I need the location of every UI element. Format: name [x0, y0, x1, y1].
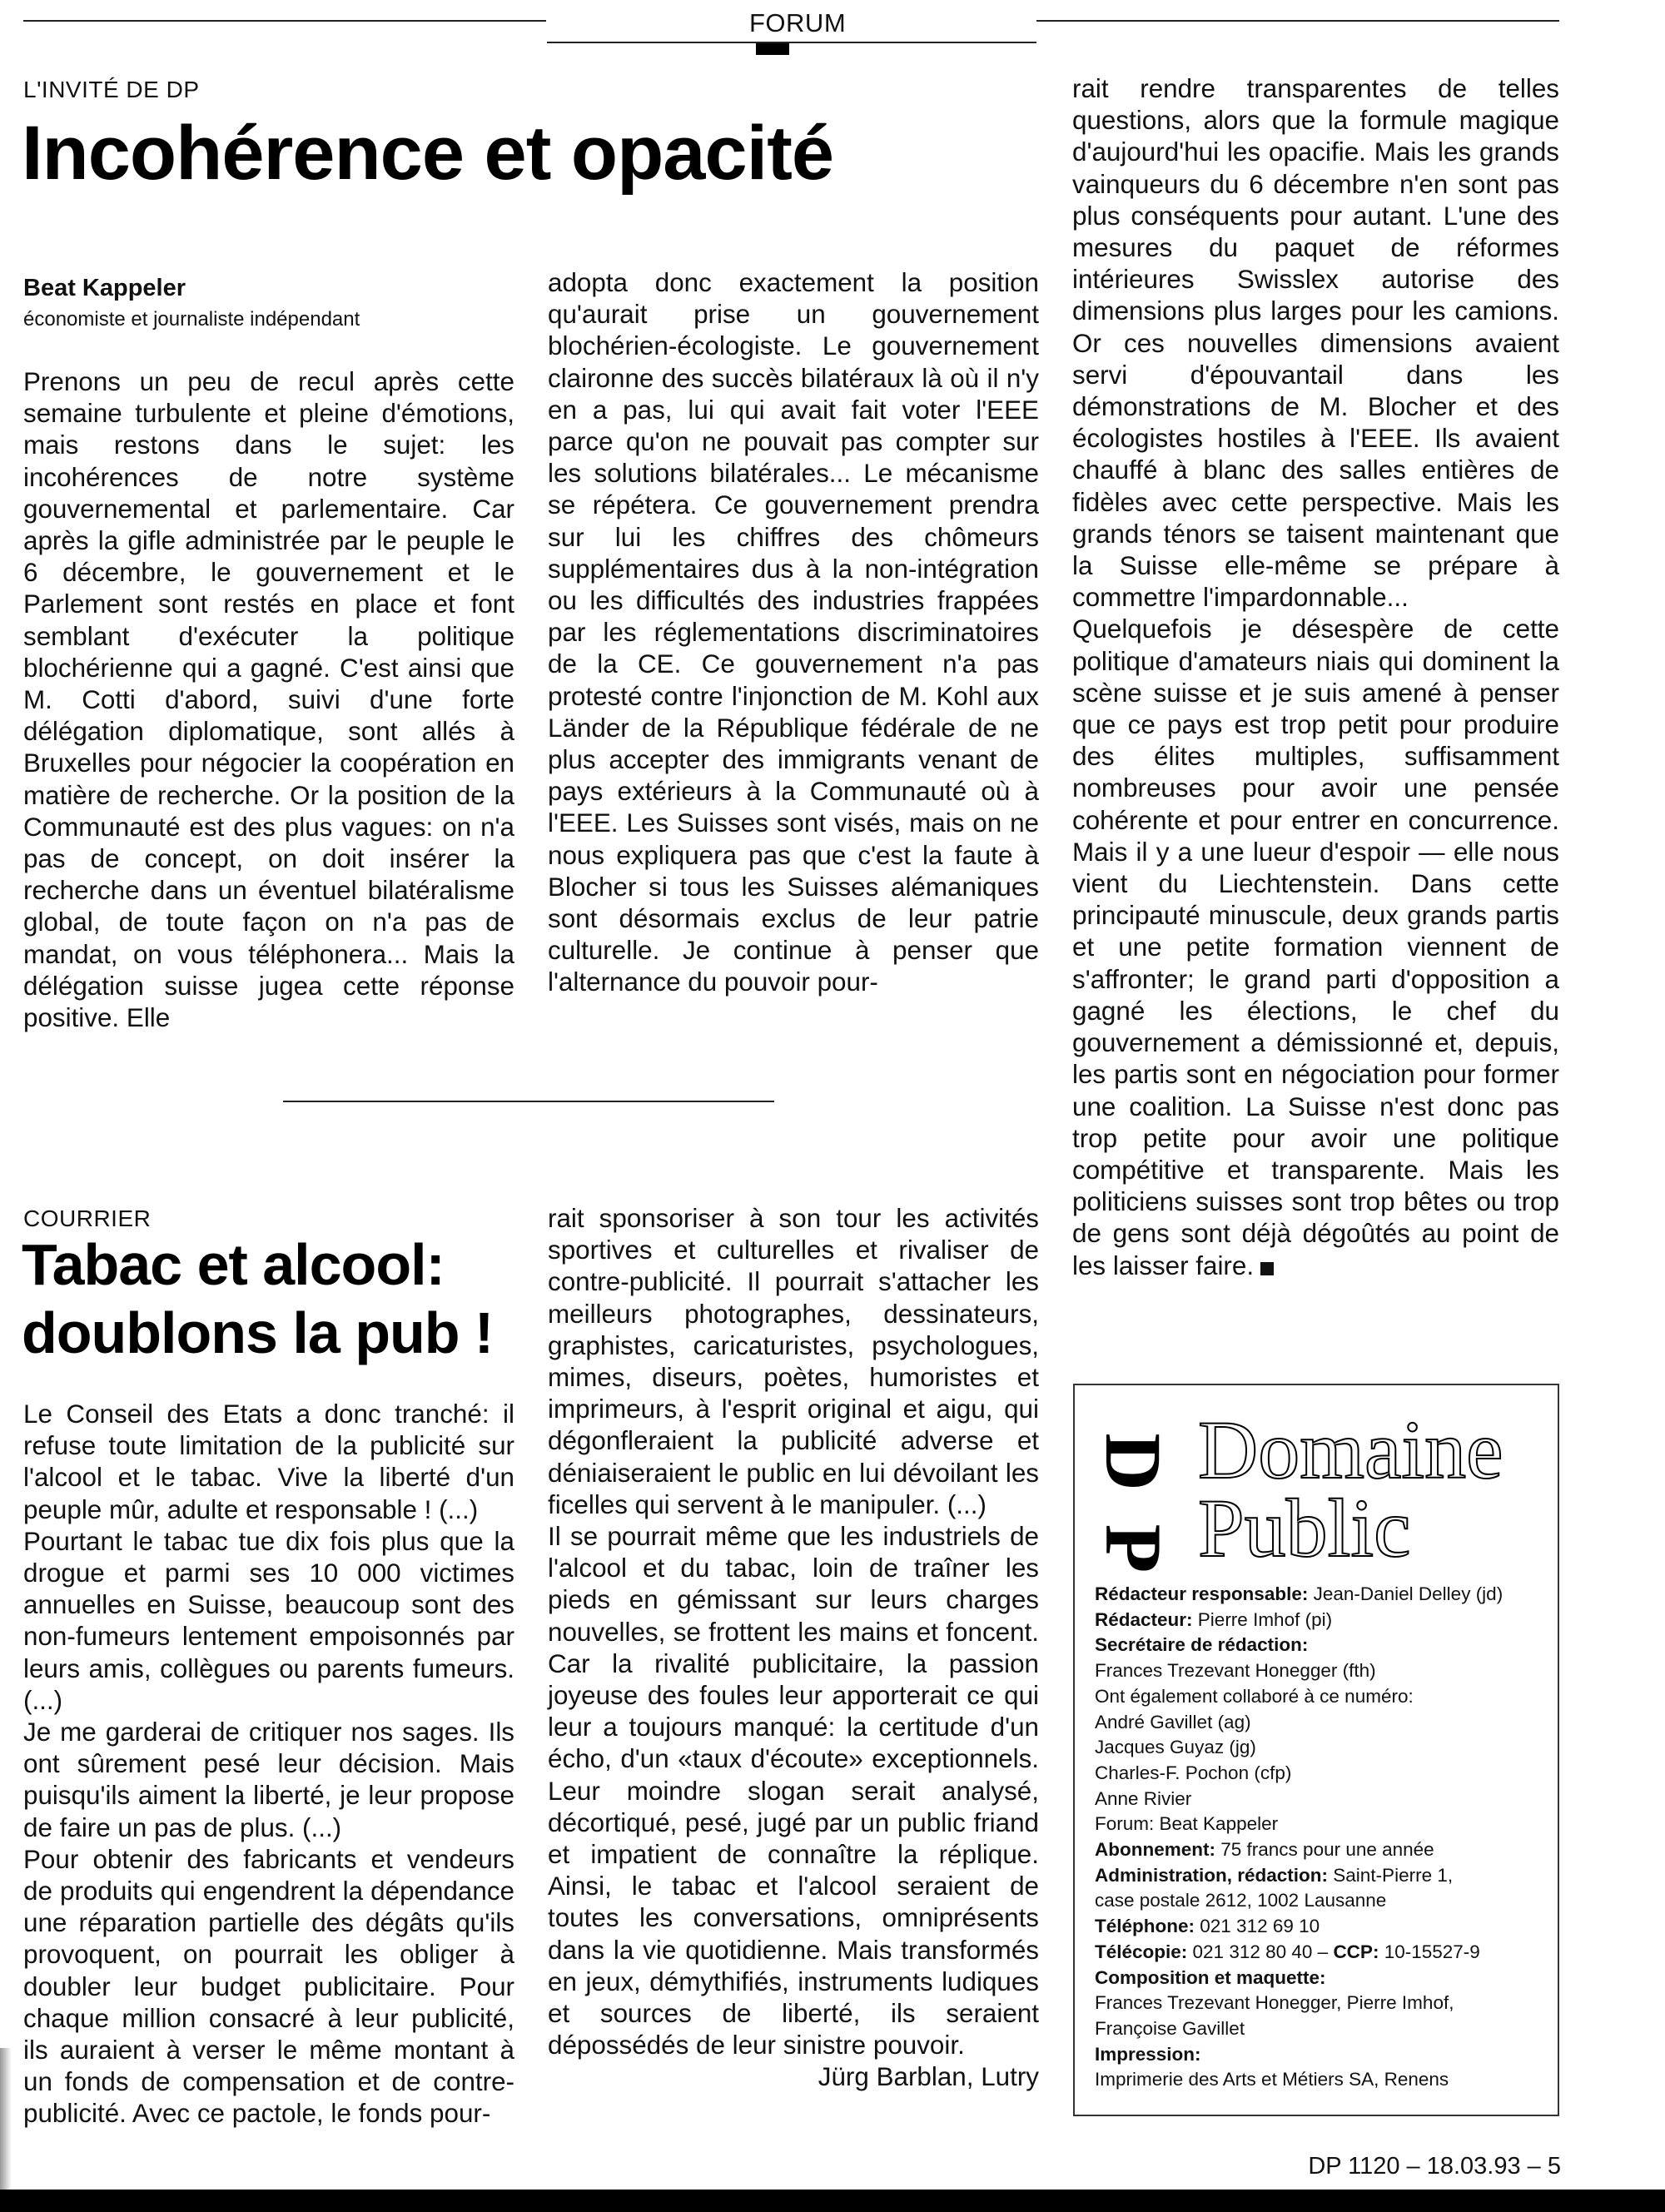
scan-bottom-edge	[0, 2190, 1665, 2212]
article1-author-role: économiste et journaliste indépendant	[23, 308, 360, 331]
credit-line: Administration, rédaction: Saint-Pierre 1,	[1095, 1864, 1454, 1886]
credit-line: Rédacteur responsable: Jean-Daniel Delley (jd)	[1095, 1583, 1503, 1604]
article1-column-2	[548, 267, 1039, 999]
article1-author: Beat Kappeler	[23, 275, 186, 301]
credit-line: Frances Trezevant Honegger (fth)	[1095, 1660, 1376, 1682]
masthead-box	[1073, 1384, 1559, 2116]
dp-logo-mark	[1089, 1419, 1178, 1602]
credit-line: Jacques Guyaz (jg)	[1095, 1737, 1256, 1758]
article1-col3-para2: Quelquefois je désespère de cette politique d'amateurs niais qui dominent la scène suisse et je suis amené à penser que ce pays est trop petit pour produire des élites multiples, suffisamment nombreuses pour avoir une pensée cohérente et pour entrer en concurrence. Mais il y a une lueur d'espoir — elle nous vient du Liechtenstein. Dans cette principauté minuscule, deux grands partis et une petite formation viennent de s'affronter; le grand parti d'opposition a gagné les élections, le chef du gouvernement a démissionné et, depuis, les partis sont en négociation pour former une coalition. La Suisse n'est donc pas trop petite pour avoir une politique compétitive et transparente. Mais les politiciens suisses sont trop bêtes ou trop de gens sont déjà dégoûtés au point de les laisser faire.	[1072, 614, 1559, 1280]
article1-column-3	[1072, 73, 1559, 1282]
credit-line: Abonnement: 75 francs pour une année	[1095, 1839, 1434, 1861]
credit-line: Composition et maquette:	[1095, 1966, 1326, 1988]
credit-line: Forum: Beat Kappeler	[1095, 1813, 1279, 1835]
credit-line: Charles-F. Pochon (cfp)	[1095, 1762, 1292, 1783]
credit-line: Imprimerie des Arts et Métiers SA, Renens	[1095, 2069, 1449, 2090]
page-footer: DP 1120 – 18.03.93 – 5	[1308, 2153, 1561, 2180]
masthead-credits	[1095, 1582, 1548, 2093]
article-separator-rule	[283, 1101, 774, 1102]
article1-kicker: L'INVITÉ DE DP	[23, 77, 200, 102]
article1-title: Incohérence et opacité	[22, 111, 833, 196]
dp-logo-letter-d: D	[1089, 1433, 1178, 1491]
scan-edge-shadow	[0, 2048, 12, 2194]
section-marker	[756, 43, 789, 55]
article2-signature: Jürg Barblan, Lutry	[818, 2062, 1039, 2092]
dp-logo-letter-p: P	[1089, 1524, 1178, 1573]
article1-column-1	[23, 366, 514, 1034]
credit-line: Impression:	[1095, 2043, 1201, 2065]
credit-line: Télécopie: 021 312 80 40 – CCP: 10-15527-9	[1095, 1941, 1480, 1962]
section-label: FORUM	[749, 8, 847, 37]
article2-col1-para1: Le Conseil des Etats a donc tranché: il refuse toute limitation de la publicité sur l'alcool et le tabac. Vive la liberté d'un peuple mûr, adulte et responsable ! (...)	[23, 1399, 514, 1524]
header-rule-right	[1036, 20, 1559, 22]
credit-line: Françoise Gavillet	[1095, 2017, 1245, 2039]
credit-line: case postale 2612, 1002 Lausanne	[1095, 1890, 1387, 1911]
article2-title-line2: doublons la pub !	[22, 1300, 494, 1365]
header-rule-center	[547, 42, 1036, 43]
credit-line: Téléphone: 021 312 69 10	[1095, 1916, 1320, 1937]
credit-line: André Gavillet (ag)	[1095, 1711, 1251, 1732]
article2-col1-para2: Pourtant le tabac tue dix fois plus que la drogue et parmi ses 10 000 victimes annuelles en Suisse, beaucoup sont des non-fumeurs lentement empoisonnés par leurs amis, collègues ou parents fumeurs. (...)	[23, 1526, 514, 1715]
article2-col1-para3: Je me garderai de critiquer nos sages. Ils ont sûrement pesé leur décision. Mais puisqu'ils aiment la liberté, je leur propose de faire un pas de plus. (...)	[23, 1717, 514, 1842]
credit-line: Secrétaire de rédaction:	[1095, 1634, 1309, 1656]
credit-line: Rédacteur: Pierre Imhof (pi)	[1095, 1608, 1333, 1630]
article2-column-2	[548, 1203, 1039, 2094]
logo-word-domaine: Domaine	[1198, 1404, 1503, 1496]
credit-line: Ont également collaboré à ce numéro:	[1095, 1685, 1414, 1707]
credit-line: Frances Trezevant Honegger, Pierre Imhof,	[1095, 1992, 1454, 2014]
article2-column-1	[23, 1399, 514, 2130]
article2-kicker: COURRIER	[23, 1205, 152, 1231]
end-of-article-mark	[1260, 1262, 1274, 1275]
header-rule-left	[23, 20, 546, 22]
article2-col1-para4: Pour obtenir des fabricants et vendeurs de produits qui engendrent la dépendance une réparation partielle des dégâts qu'ils provoquent, on pourrait les obliger à doubler leur budget publicitaire. Pour chaque million consacré à leur publicité, ils auraient à verser le même montant à un fonds de compensation et de contre-publicité. Avec ce pactole, le fonds pour-	[23, 1844, 514, 2129]
article2-title-line1: Tabac et alcool:	[22, 1232, 445, 1297]
article2-col2-para1: rait sponsoriser à son tour les activités sportives et culturelles et rivaliser de contre-publicité. Il pourrait s'attacher les meilleurs photographes, dessinateurs, graphistes, caricaturistes, psychologues, mimes, diseurs, poètes, humoristes et imprimeurs, à l'esprit original et aigu, qui dégonfleraient la publicité adverse et déniaiseraient le public en lui dévoilant les ficelles qui servent à le manipuler. (...)	[548, 1204, 1039, 1519]
article2-col2-para2: Il se pourrait même que les industriels de l'alcool et du tabac, loin de traîner les pieds en gémissant sur leurs charges nouvelles, se frottent les mains et foncent. Car la rivalité publicitaire, la passion joyeuse des foules leur apporterait ce qui leur a toujours manqué: la certitude d'un écho, d'un «taux d'écoute» exceptionnels. Leur moindre slogan serait analysé, décortiqué, pesé, jugé par un public friand et impatient de connaître la réplique. Ainsi, le tabac et l'alcool seraient de toutes les conversations, omniprésents dans la vie quotidienne. Mais transformés en jeux, démythifiés, instruments ludiques et sources de liberté, ils seraient dépossédés de leur sinistre pouvoir.	[548, 1522, 1039, 2060]
article1-col1-text: Prenons un peu de recul après cette semaine turbulente et pleine d'émotions, mais restons dans le sujet: les incohérences de notre système gouvernemental et parlementaire. Car après la gifle administrée par le peuple le 6 décembre, le gouvernement et le Parlement sont restés en place et font semblant d'exécuter la politique blochérienne qui a gagné. C'est ainsi que M. Cotti d'abord, suivi d'une forte délégation diplomatique, sont allés à Bruxelles pour négocier la coopération en matière de recherche. Or la position de la Communauté est des plus vagues: on n'a pas de concept, on doit insérer la recherche dans un éventuel bilatéralisme global, de toute façon on n'a pas de mandat, on vous téléphonera... Mais la délégation suisse jugea cette réponse positive. Elle	[23, 367, 514, 1033]
credit-line: Anne Rivier	[1095, 1787, 1192, 1809]
article1-col2-text: adopta donc exactement la position qu'aurait prise un gouvernement blochérien-écologiste. Le gouvernement claironne des succès bilatéraux là où il n'y en a pas, lui qui avait fait voter l'EEE parce qu'on ne pouvait pas compter sur les solutions bilatérales... Le mécanisme se répétera. Ce gouvernement prendra sur lui les chiffres des chômeurs supplémentaires dus à la non-intégration ou les difficultés des industries frappées par les réglementations discriminatoires de la CE. Ce gouvernement n'a pas protesté contre l'injonction de M. Kohl aux Länder de la République fédérale de ne plus accepter des immigrants venant de pays extérieurs à la Communauté où à l'EEE. Les Suisses sont visés, mais on ne nous expliquera pas que c'est la faute à Blocher si tous les Suisses alémaniques sont désormais exclus de leur patrie culturelle. Je continue à penser que l'alternance du pouvoir pour-	[548, 268, 1039, 997]
logo-word-public: Public	[1198, 1482, 1411, 1574]
article1-col3-para1: rait rendre transparentes de telles questions, alors que la formule magique d'aujourd'hui les opacifie. Mais les grands vainqueurs du 6 décembre n'en sont pas plus conséquents pour autant. L'une des mesures du paquet de réformes intérieures Swisslex autorise des dimensions plus larges pour les camions. Or ces nouvelles dimensions avaient servi d'épouvantail dans les démonstrations de M. Blocher et des écologistes hostiles à l'EEE. Ils avaient chauffé à blanc des salles entières de fidèles avec cette perspective. Mais les grands ténors se taisent maintenant que la Suisse elle-même se prépare à commettre l'impardonnable...	[1072, 74, 1559, 613]
